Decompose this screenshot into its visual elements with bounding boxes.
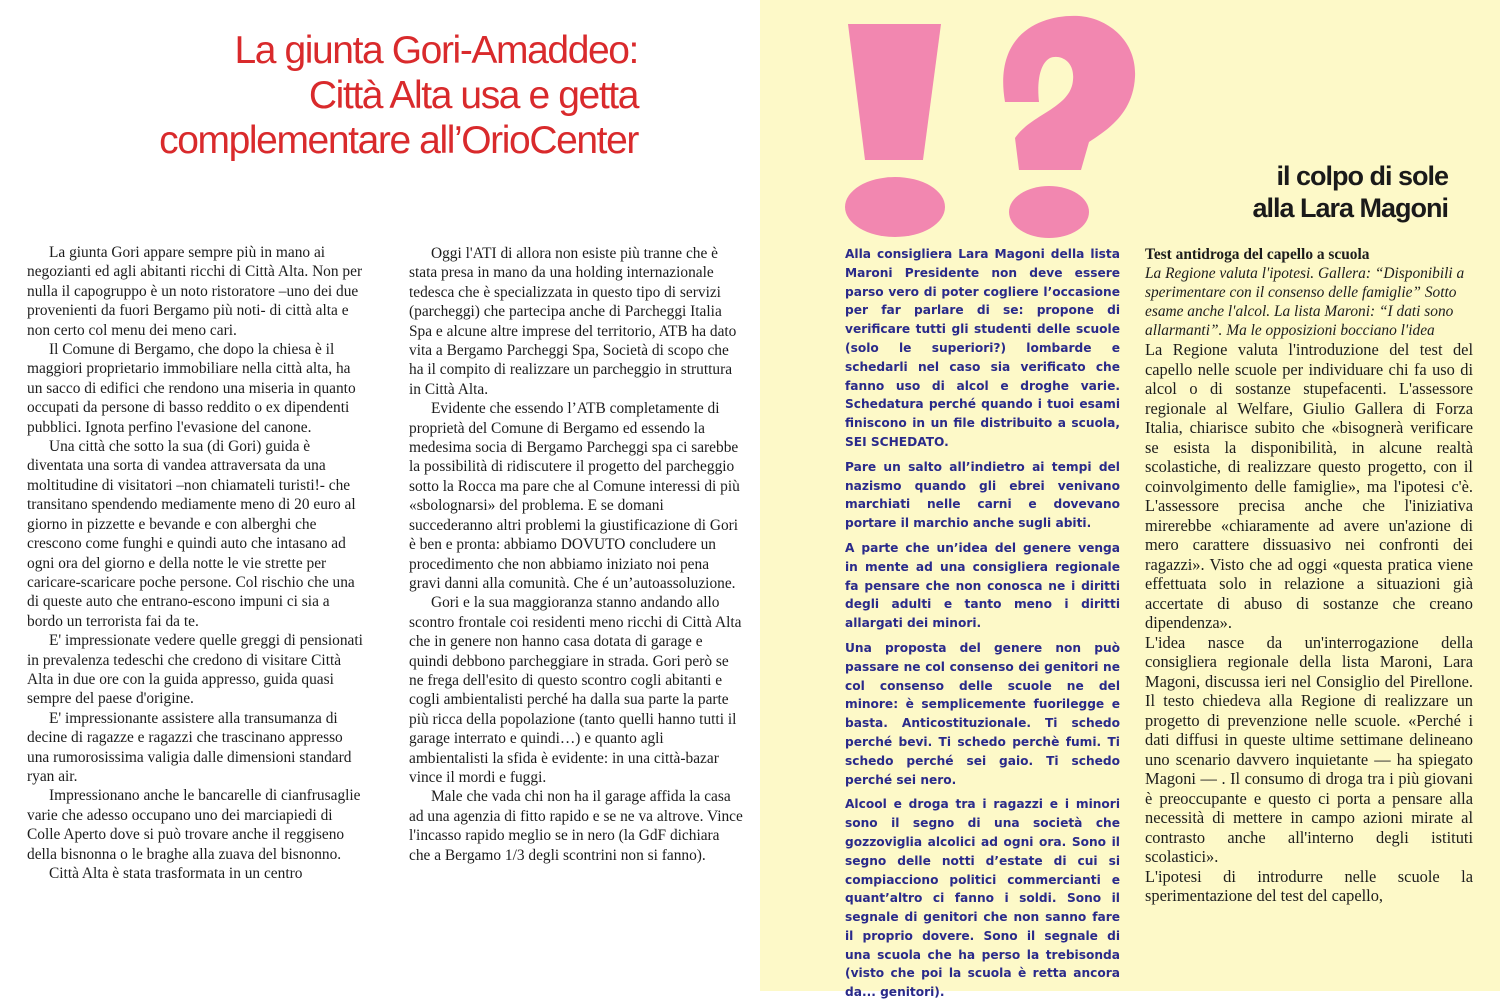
question-dot (1009, 186, 1089, 238)
article-paragraph: Il Comune di Bergamo, che dopo la chiesa è il maggiori proprietario immobiliare nella città alta, ha un sacco di edifici che rendono una miseria in quanto occupati da persone di basso reddito o ex dipendenti pubblici. Ignota perfino l'evasione del canone. (27, 341, 356, 436)
news-title: Test antidroga del capello a scuola (1145, 246, 1370, 263)
editorial-column (845, 245, 1120, 1008)
article-paragraph: E' impressionate vedere quelle greggi di pensionati in prevalenza tedeschi che credono di visitare Città Alta in due ore con la guida appresso, guida quasi sempre del paese d'origine. (27, 632, 363, 708)
article-paragraph: E' impressionante assistere alla transumanza di decine di ragazze e ragazzi che trascinano appresso una rumorosissima valigia dalle dimensioni standard ryan air. (27, 709, 352, 785)
article-paragraph: La giunta Gori appare sempre più in mano ai negozianti ed agli abitanti ricchi di Città Alta. Non per nulla il capogruppo è un noto ristoratore –uno dei due provenienti da fuori Bergamo più noti- di città alta e non certo col menu dei meno cari. (27, 244, 363, 339)
editorial-paragraph: Alcool e droga tra i ragazzi e i minori sono il segno di una società che gozzoviglia alcolici ad ogni ora. Sono il segno delle notti d’estate di cui si compiacciono politici commercianti e quant’altro ci fanno i soldi. Sono il segnale di genitori che non sanno fare il proprio dovere. Sono il segnale di una scuola che ha perso la trebisonda (visto che poi la scuola è retta ancora da... genitori). (845, 797, 1120, 1000)
exclamation-question-mark-graphic (845, 2, 1145, 242)
article-paragraph: Una città che sotto la sua (di Gori) guida è diventata una sorta di vandea attraversata da una moltitudine di visitatori –non chiamateli turisti!- che transitano spendendo mediamente meno di 20 euro al giorno in pizzette e bevande e con alberghi che crescono come funghi e quindi auto che intasano ad ogni ora del giorno e della notte le vie strette per caricare-scaricare poche persone. Col rischio che una di queste auto che entrano-escono impuni ci sia a bordo un terrorista fai da te. (27, 438, 356, 630)
article-paragraph: Evidente che essendo l’ATB completamente di proprietà del Comune di Bergamo ed essendo la medesima socia di Bergamo Parcheggi spa ci sarebbe la possibilità di ridiscutere il progetto del parcheggio sotto la Rocca ma pare che al Comune interessi di più «sbolognarsi» del problema. E se domani succederanno altri problemi la giustificazione di Gori è ben e pronta: abbiamo DOVUTO concludere un procedimento che non abbiamo iniziato noi pena gravi danni alla comunità. Che é un’autoassoluzione. (409, 400, 740, 592)
question-hook (1003, 16, 1135, 170)
headline (30, 28, 638, 164)
news-body (1145, 340, 1473, 906)
editorial-paragraph: Pare un salto all’indietro ai tempi del nazismo quando gli ebrei venivano marchiati nelle carni e dovevano portare il marchio anche sugli abiti. (845, 459, 1120, 531)
editorial-paragraph: Alla consigliera Lara Magoni della lista Maroni Presidente non deve essere parso vero di poter cogliere l’occasione per far parlare di se: propone di verificare tutti gli studenti delle scuole (solo le superiori?) lombarde e schedarli nel caso sia verificato che fanno uso di alcol e droghe varie. Schedatura perché quando i tuoi esami finiscono in un file distribuito a scuola, SEI SCHEDATO. (845, 247, 1120, 449)
editorial-paragraph: Una proposta del genere non può passare ne col consenso dei genitori ne col consenso delle scuole ne del minore: è semplicemente fuorilegge e basta. Anticostituzionale. Ti schedo perché bevi. Ti schedo perchè fumi. Ti schedo perché sei gaio. Ti schedo perché sei nero. (845, 640, 1120, 787)
news-column (1145, 246, 1473, 906)
news-paragraph: L'idea nasce da un'interrogazione della consigliera regionale della lista Maroni, Lara Magoni, discussa ieri nel Consiglio del Pirellone. Il testo chiedeva alla Regione di realizzare un progetto di prevenzione nelle scuole. «Perché i dati diffusi in queste ultime settimane delineano uno scenario davvero inquietante — ha spiegato Magoni — . Il consumo di droga tra i più giovani è preoccupante e questo ci porta a pensare alla necessità di mettere in campo azioni mirate al contrasto anche all'interno degli istituti scolastici». (1145, 632, 1473, 866)
exclamation-dot (845, 177, 945, 237)
news-paragraph: L'ipotesi di introdurre nelle scuole la sperimentazione del test del capello, (1145, 866, 1473, 905)
article-paragraph: Oggi l'ATI di allora non esiste più tranne che è stata presa in mano da una holding internazionale tedesca che è specializzata in questo tipo di servizi (parcheggi) che partecipa anche di Parcheggi Italia Spa e alcune altre imprese del territorio, ATB ha dato vita a Bergamo Parcheggi Spa, Società di scopo che ha il compito di realizzare un parcheggio in struttura in Città Alta. (409, 245, 737, 398)
left-page (0, 0, 760, 991)
article-paragraph: Impressionano anche le bancarelle di cianfrusaglie varie che adesso occupano uno dei marciapiedi di Colle Aperto dove si può trovare anche il reggiseno della bisnonna o le braghe alla zuava del bisnonno. (27, 787, 361, 863)
article-paragraph: Città Alta è stata trasformata in un centro (49, 865, 303, 882)
side-title-line: il colpo di sole (1276, 161, 1448, 191)
headline-line: complementare all’OrioCenter (159, 119, 638, 163)
article-paragraph: Male che vada chi non ha il garage affida la casa ad una agenzia di fitto rapido e se ne va altrove. Vince l'incasso rapido meglio se in nero (la GdF dichiara che a Bergamo 1/3 degli scontrini non si fanno). (409, 788, 743, 864)
headline-line: Città Alta usa e getta (308, 74, 638, 118)
exclamation-bar (848, 24, 941, 160)
article-paragraph: Gori e la sua maggioranza stanno andando allo scontro frontale coi residenti meno ricchi di Città Alta che in genere non hanno casa dotata di garage e quindi debbono parcheggiare in strada. Gori però se ne frega dell'esito di questo scontro cogli abitanti e cogli ambientalisti perché ha dalla sua parte la parte più ricca della popolazione (tanto quelli hanno tutti il garage interrato e quindi…) e quanto agli ambientalisti la sfida è evidente: in una città-bazar vince il mordi e fuggi. (409, 594, 742, 786)
news-subtitle: La Regione valuta l'ipotesi. Gallera: “Disponibili a sperimentare con il consenso delle famiglie” Sotto esame anche l'alcol. La lista Maroni: “I dati sono allarmanti”. Ma le opposizioni bocciano l'idea (1145, 265, 1465, 339)
side-title-line: alla Lara Magoni (1252, 193, 1448, 223)
editorial-paragraph: A parte che un’idea del genere venga in mente ad una consigliera regionale fa pensare che non conosca ne i diritti degli adulti e tanto meno i diritti allargati dei minori. (845, 540, 1120, 631)
news-paragraph: La Regione valuta l'introduzione del test del capello nelle scuole per individuare chi fa uso di alcol o di sostanze stupefacenti. L'assessore regionale al Welfare, Giulio Gallera di Forza Italia, chiarisce subito che «bisognerà verificare se esista la disponibilità, in alcune realtà scolastiche, di realizzare questo progetto, con il coinvolgimento delle famiglie», ma l'ipotesi c'è. L'assessore precisa anche che l'iniziativa mirerebbe «chiaramente ad avere un'azione di mero carattere dissuasivo nei confronti dei ragazzi». Visto che ad oggi «questa pratica viene effettuata solo in relazione a situazioni già accertate di abuso di sostanze che creano dipendenza». (1145, 340, 1473, 632)
side-title (1160, 160, 1448, 224)
article-column-2 (409, 244, 744, 865)
article-column-1 (27, 243, 365, 883)
headline-line: La giunta Gori-Amaddeo: (234, 29, 638, 72)
